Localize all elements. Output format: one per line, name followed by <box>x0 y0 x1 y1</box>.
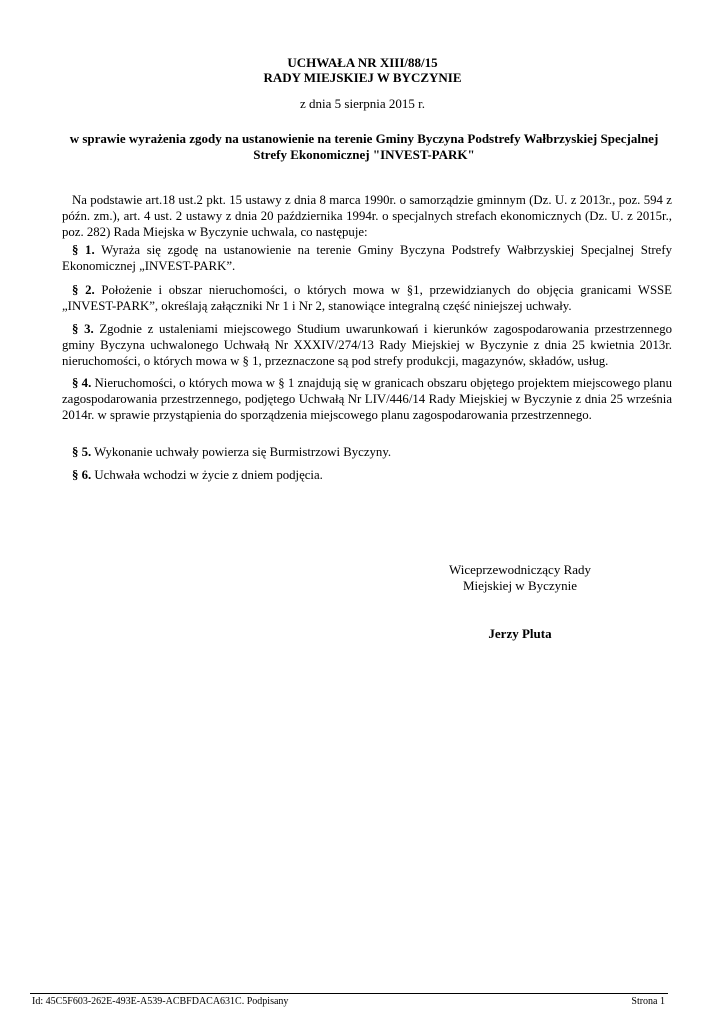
paragraph-2 <box>62 283 672 321</box>
paragraph-1 <box>62 243 672 281</box>
resolution-subject <box>58 131 670 163</box>
intro-text: Na podstawie art.18 ust.2 pkt. 15 ustawy z dnia 8 marca 1990r. o samorządzie gminnym (Dz. U. z 2013r., poz. 594 z późn. zm.), art. 4 ust. 2 ustawy z dnia 20 października 1994r. o specjalnych strefach ekonomicznych (Dz. U. z 2015r., poz. 282) Rada Miejska w Byczynie uchwala, co następuje: <box>62 193 672 239</box>
paragraph-text: Położenie i obszar nieruchomości, o których mowa w §1, przewidzianych do objęcia granicami WSSE „INVEST-PARK”, określają załączniki Nr 1 i Nr 2, stanowiące integralną część niniejszej uchwały. <box>62 283 672 313</box>
paragraph-number: § 4. <box>72 376 92 390</box>
paragraph-number: § 5. <box>72 445 92 459</box>
footer-divider <box>30 993 668 994</box>
page-number: Strona 1 <box>631 996 665 1007</box>
paragraph-text: Zgodnie z ustaleniami miejscowego Studium uwarunkowań i kierunków zagospodarowania przestrzennego gminy Byczyna uchwalonego Uchwałą Nr XXXIV/274/13 Rady Miejskiej w Byczynie z dnia 25 kwietnia 2013r. nieruchomości, o których mowa w § 1, przeznaczone są pod strefy produkcji, magazynów, składów, usług. <box>62 322 672 368</box>
signatory-role: Wiceprzewodniczący Rady <box>448 562 592 577</box>
paragraph-6 <box>62 468 672 490</box>
resolution-date: z dnia 5 sierpnia 2015 r. <box>300 96 425 111</box>
paragraph-text: Wykonanie uchwały powierza się Burmistrzowi Byczyny. <box>91 445 392 459</box>
paragraph-text: Uchwała wchodzi w życie z dniem podjęcia. <box>91 468 323 482</box>
subject-line-1: w sprawie wyrażenia zgody na ustanowienie na terenie Gminy Byczyna Podstrefy Wałbrzyskiej Specjalnej <box>69 131 659 146</box>
paragraph-4 <box>62 376 672 429</box>
paragraph-3 <box>62 322 672 375</box>
paragraph-number: § 2. <box>72 283 95 297</box>
paragraph-text: Nieruchomości, o których mowa w § 1 znajdują się w granicach obszaru objętego projektem miejscowego planu zagospodarowania przestrzennego, podjętego Uchwałą Nr LIV/446/14 Rady Miejskiej w Byczynie z dnia 25 września 2014r. w sprawie przystąpienia do sporządzenia miejscowego planu zagospodarowania przestrzennego. <box>62 376 672 422</box>
paragraph-5 <box>62 445 672 467</box>
document-id: Id: 45C5F603-262E-493E-A539-ACBFDACA631C. Podpisany <box>32 996 289 1007</box>
signatory-name: Jerzy Pluta <box>488 626 552 641</box>
paragraph-number: § 6. <box>72 468 92 482</box>
paragraph-text: Wyraża się zgodę na ustanowienie na terenie Gminy Byczyna Podstrefy Wałbrzyskiej Specjalnej Strefy Ekonomicznej „INVEST-PARK”. <box>62 243 672 273</box>
legal-basis-paragraph <box>62 193 672 246</box>
paragraph-number: § 3. <box>72 322 94 336</box>
paragraph-number: § 1. <box>72 243 95 257</box>
resolution-title: UCHWAŁA NR XIII/88/15 <box>287 55 438 70</box>
subject-line-2: Strefy Ekonomicznej "INVEST-PARK" <box>253 147 475 162</box>
council-name: RADY MIEJSKIEJ W BYCZYNIE <box>263 70 462 85</box>
signatory-council: Miejskiej w Byczynie <box>462 578 578 593</box>
